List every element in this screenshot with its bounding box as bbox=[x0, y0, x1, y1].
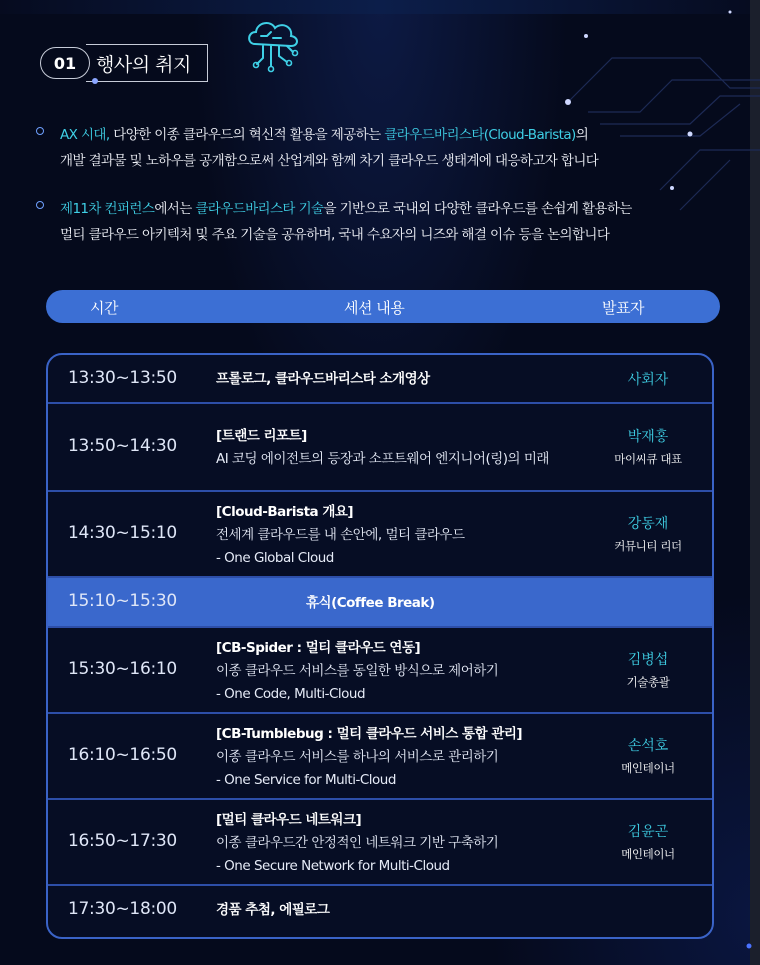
schedule-row bbox=[48, 714, 712, 800]
session-content bbox=[216, 501, 465, 570]
schedule-row bbox=[48, 886, 712, 935]
bullet-item bbox=[36, 122, 736, 174]
sparkle-decoration bbox=[740, 930, 760, 960]
bullet-circle-icon bbox=[36, 201, 44, 209]
speaker bbox=[568, 821, 714, 865]
session-content bbox=[216, 899, 329, 922]
speaker-name: 김병섭 bbox=[627, 652, 669, 668]
speaker-name: 손석호 bbox=[627, 738, 669, 754]
schedule-table bbox=[46, 353, 714, 939]
speaker-role: 마이씨큐 대표 bbox=[614, 452, 682, 466]
speaker-name: 김윤곤 bbox=[627, 824, 669, 840]
section-number: 01 bbox=[40, 47, 90, 79]
session-title: [Cloud-Barista 개요] bbox=[216, 503, 354, 520]
session-content bbox=[216, 809, 498, 878]
section-title: 행사의 취지 bbox=[96, 54, 191, 76]
speaker-role: 기술총괄 bbox=[626, 675, 670, 689]
highlight-text: 제11차 컨퍼런스 bbox=[60, 201, 155, 217]
speaker-role: 커뮤니티 리더 bbox=[614, 539, 682, 553]
speaker bbox=[568, 369, 714, 391]
session-time: 14:30~15:10 bbox=[68, 523, 177, 543]
session-time: 15:10~15:30 bbox=[68, 591, 177, 611]
session-time: 15:30~16:10 bbox=[68, 659, 177, 679]
highlight-text: 클라우드바리스타 기술 bbox=[195, 201, 324, 217]
session-content bbox=[306, 592, 435, 615]
session-description: 이종 클라우드간 안정적인 네트워크 기반 구축하기 bbox=[216, 834, 499, 851]
speaker bbox=[568, 735, 714, 779]
session-description: - One Global Cloud bbox=[216, 549, 334, 566]
session-description: - One Secure Network for Multi-Cloud bbox=[216, 857, 450, 874]
bullet-text: 다양한 이종 클라우드의 혁신적 활용을 제공하는 bbox=[109, 127, 385, 143]
speaker bbox=[568, 426, 714, 470]
schedule-row bbox=[48, 800, 712, 886]
bullet-line: 멀티 클라우드 아키텍처 및 주요 기술을 공유하며, 국내 수요자의 니즈와 해결 이슈 등을 논의합니다 bbox=[60, 227, 610, 243]
session-title: 경품 추첨, 에필로그 bbox=[216, 902, 330, 918]
session-description: 전세계 클라우드를 내 손안에, 멀티 클라우드 bbox=[216, 526, 465, 543]
break-row bbox=[48, 578, 712, 628]
highlight-text: 클라우드바리스타(Cloud-Barista) bbox=[384, 127, 576, 143]
purpose-bullets bbox=[36, 122, 736, 270]
speaker-role: 메인테이너 bbox=[621, 847, 675, 861]
session-title: [트랜드 리포트] bbox=[216, 428, 307, 444]
header-session: 세션 내용 bbox=[344, 299, 405, 317]
cloud-circuit-icon bbox=[243, 14, 303, 74]
header-time: 시간 bbox=[90, 299, 118, 317]
session-content bbox=[216, 368, 430, 391]
bullet-line: 개발 결과물 및 노하우를 공개함으로써 산업계와 함께 차기 클라우드 생태계에 대응하고자 합니다 bbox=[60, 153, 599, 169]
session-title: [CB-Tumblebug : 멀티 클라우드 서비스 통합 관리] bbox=[216, 725, 523, 742]
session-title: 휴식(Coffee Break) bbox=[306, 594, 435, 611]
session-content bbox=[216, 723, 522, 792]
speaker-role: 메인테이너 bbox=[621, 761, 675, 775]
highlight-text: AX 시대, bbox=[60, 127, 110, 143]
session-description: 이종 클라우드 서비스를 동일한 방식으로 제어하기 bbox=[216, 662, 499, 679]
bullet-item bbox=[36, 196, 736, 248]
schedule-row bbox=[48, 492, 712, 578]
schedule-header bbox=[46, 290, 720, 323]
session-time: 13:30~13:50 bbox=[68, 367, 177, 388]
session-time: 17:30~18:00 bbox=[68, 898, 177, 919]
session-time: 13:50~14:30 bbox=[68, 436, 177, 456]
heading-dot bbox=[92, 78, 98, 84]
session-time: 16:50~17:30 bbox=[68, 831, 177, 851]
schedule-row bbox=[48, 404, 712, 492]
header-speaker: 발표자 bbox=[602, 299, 644, 317]
speaker-name: 박재홍 bbox=[627, 429, 669, 445]
schedule-row bbox=[48, 355, 712, 404]
speaker bbox=[568, 513, 714, 557]
session-description: - One Code, Multi-Cloud bbox=[216, 685, 366, 702]
bullet-circle-icon bbox=[36, 127, 44, 135]
section-heading bbox=[40, 44, 208, 82]
session-title: 프롤로그, 클라우드바리스타 소개영상 bbox=[216, 371, 430, 387]
bullet-text: 을 기반으로 국내외 다양한 클라우드를 손쉽게 활용하는 bbox=[323, 201, 632, 217]
speaker-name: 사회자 bbox=[627, 371, 669, 388]
session-title: [CB-Spider : 멀티 클라우드 연동] bbox=[216, 639, 421, 656]
session-content bbox=[216, 637, 498, 706]
bullet-line bbox=[60, 122, 736, 148]
speaker-name: 강동재 bbox=[627, 516, 669, 532]
session-title: [멀티 클라우드 네트워크] bbox=[216, 811, 362, 828]
session-time: 16:10~16:50 bbox=[68, 745, 177, 765]
session-content bbox=[216, 425, 549, 471]
session-description: - One Service for Multi-Cloud bbox=[216, 771, 396, 788]
session-description: AI 코딩 에이전트의 등장과 소프트웨어 엔지니어(링)의 미래 bbox=[216, 451, 549, 467]
schedule-row bbox=[48, 628, 712, 714]
bullet-text: 에서는 bbox=[154, 201, 196, 217]
bullet-line bbox=[60, 196, 736, 222]
bullet-text: 의 bbox=[575, 127, 589, 143]
session-description: 이종 클라우드 서비스를 하나의 서비스로 관리하기 bbox=[216, 748, 499, 765]
speaker bbox=[568, 649, 714, 693]
